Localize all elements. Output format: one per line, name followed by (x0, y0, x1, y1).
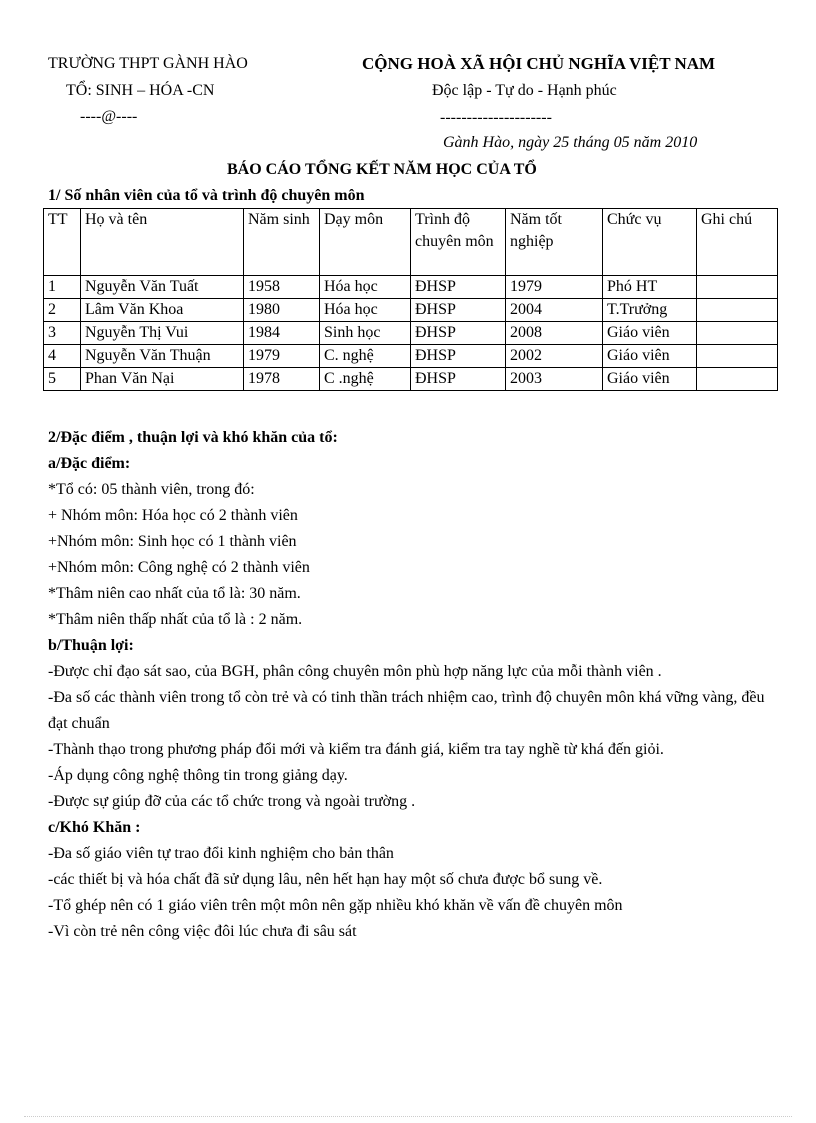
features-heading: a/Đặc điểm: (48, 455, 131, 472)
list-item: -Đa số giáo viên tự trao đổi kinh nghiệm cho bản thân (48, 845, 394, 862)
table-cell (697, 299, 778, 322)
table-cell: ĐHSP (411, 299, 506, 322)
col-header: Năm sinh (244, 209, 320, 276)
table-cell: C. nghệ (320, 345, 411, 368)
section2-heading: 2/Đặc điểm , thuận lợi và khó khăn của tổ: (48, 429, 338, 446)
table-cell: 2008 (506, 322, 603, 345)
col-header: Ghi chú (697, 209, 778, 276)
department-name: TỔ: SINH – HÓA -CN (66, 82, 215, 99)
list-item: -các thiết bị và hóa chất đã sử dụng lâu, nên hết hạn hay một số chưa được bổ sung về. (48, 871, 603, 888)
list-item: -Vì còn trẻ nên công việc đôi lúc chưa đi sâu sát (48, 923, 357, 940)
list-item: -Tổ ghép nên có 1 giáo viên trên một môn nên gặp nhiều khó khăn về vấn đề chuyên môn (48, 897, 623, 914)
staff-table (43, 208, 778, 391)
table-cell: Giáo viên (603, 322, 697, 345)
table-row (44, 345, 778, 368)
table-cell: 1979 (244, 345, 320, 368)
table-cell: Hóa học (320, 276, 411, 299)
table-cell: 1958 (244, 276, 320, 299)
list-item: *Tổ có: 05 thành viên, trong đó: (48, 481, 255, 498)
table-row (44, 368, 778, 391)
header-ornament-right: --------------------- (440, 109, 552, 126)
list-item: -Thành thạo trong phương pháp đổi mới và kiểm tra đánh giá, kiểm tra tay nghề từ khá đến giỏi. (48, 741, 664, 758)
table-cell: 1980 (244, 299, 320, 322)
table-cell: Phan Văn Nại (81, 368, 244, 391)
advantages-heading: b/Thuận lợi: (48, 637, 134, 654)
difficulties-heading: c/Khó Khăn : (48, 819, 141, 836)
table-cell: Sinh học (320, 322, 411, 345)
table-cell (697, 322, 778, 345)
table-cell (697, 345, 778, 368)
list-item: -Đa số các thành viên trong tổ còn trẻ và có tinh thần trách nhiệm cao, trình độ chuyên môn khá vững vàng, đều đạt chuẩn (48, 689, 765, 732)
table-cell: 1978 (244, 368, 320, 391)
col-header: Dạy môn (320, 209, 411, 276)
col-header: Chức vụ (603, 209, 697, 276)
report-title: BÁO CÁO TỔNG KẾT NĂM HỌC CỦA TỔ (227, 161, 537, 178)
table-cell: ĐHSP (411, 322, 506, 345)
table-cell: Lâm Văn Khoa (81, 299, 244, 322)
table-cell: 3 (44, 322, 81, 345)
table-cell: 2003 (506, 368, 603, 391)
table-cell: Phó HT (603, 276, 697, 299)
col-header: Họ và tên (81, 209, 244, 276)
table-cell: 2004 (506, 299, 603, 322)
table-cell: Nguyễn Văn Thuận (81, 345, 244, 368)
table-cell: 2 (44, 299, 81, 322)
list-item: -Được sự giúp đỡ của các tổ chức trong và ngoài trường . (48, 793, 416, 810)
table-cell: T.Trưởng (603, 299, 697, 322)
list-item: *Thâm niên cao nhất của tổ là: 30 năm. (48, 585, 301, 602)
table-cell: 1984 (244, 322, 320, 345)
table-cell: 1979 (506, 276, 603, 299)
col-header: Năm tốt nghiệp (506, 209, 603, 276)
list-item: +Nhóm môn: Sinh học có 1 thành viên (48, 533, 297, 550)
list-item: -Được chỉ đạo sát sao, của BGH, phân công chuyên môn phù hợp năng lực của mỗi thành viên . (48, 663, 662, 680)
table-cell: Nguyễn Văn Tuất (81, 276, 244, 299)
table-row (44, 276, 778, 299)
list-item: + Nhóm môn: Hóa học có 2 thành viên (48, 507, 298, 524)
table-header-row (44, 209, 778, 276)
section1-heading: 1/ Số nhân viên của tổ và trình độ chuyên môn (48, 187, 365, 204)
republic-title: CỘNG HOÀ XÃ HỘI CHỦ NGHĨA VIỆT NAM (362, 54, 716, 73)
date-line: Gành Hào, ngày 25 tháng 05 năm 2010 (443, 134, 698, 151)
table-cell: ĐHSP (411, 368, 506, 391)
table-cell: 5 (44, 368, 81, 391)
table-row (44, 299, 778, 322)
col-header: TT (44, 209, 81, 276)
list-item: +Nhóm môn: Công nghệ có 2 thành viên (48, 559, 310, 576)
table-cell: 4 (44, 345, 81, 368)
table-cell (697, 368, 778, 391)
school-name: TRƯỜNG THPT GÀNH HÀO (48, 55, 248, 72)
table-cell: ĐHSP (411, 345, 506, 368)
table-cell: Hóa học (320, 299, 411, 322)
header-ornament-left: ----@---- (80, 108, 138, 125)
col-header: Trình độ chuyên môn (411, 209, 506, 276)
table-cell: Giáo viên (603, 345, 697, 368)
table-cell: 1 (44, 276, 81, 299)
list-item: *Thâm niên thấp nhất của tổ là : 2 năm. (48, 611, 303, 628)
table-cell: C .nghệ (320, 368, 411, 391)
table-cell (697, 276, 778, 299)
table-cell: Giáo viên (603, 368, 697, 391)
page-bottom-rule (24, 1116, 792, 1117)
table-cell: 2002 (506, 345, 603, 368)
section2-body (48, 425, 778, 945)
table-row (44, 322, 778, 345)
table-cell: ĐHSP (411, 276, 506, 299)
table-cell: Nguyễn Thị Vui (81, 322, 244, 345)
national-motto: Độc lập - Tự do - Hạnh phúc (432, 82, 617, 99)
list-item: -Áp dụng công nghệ thông tin trong giảng dạy. (48, 767, 348, 784)
